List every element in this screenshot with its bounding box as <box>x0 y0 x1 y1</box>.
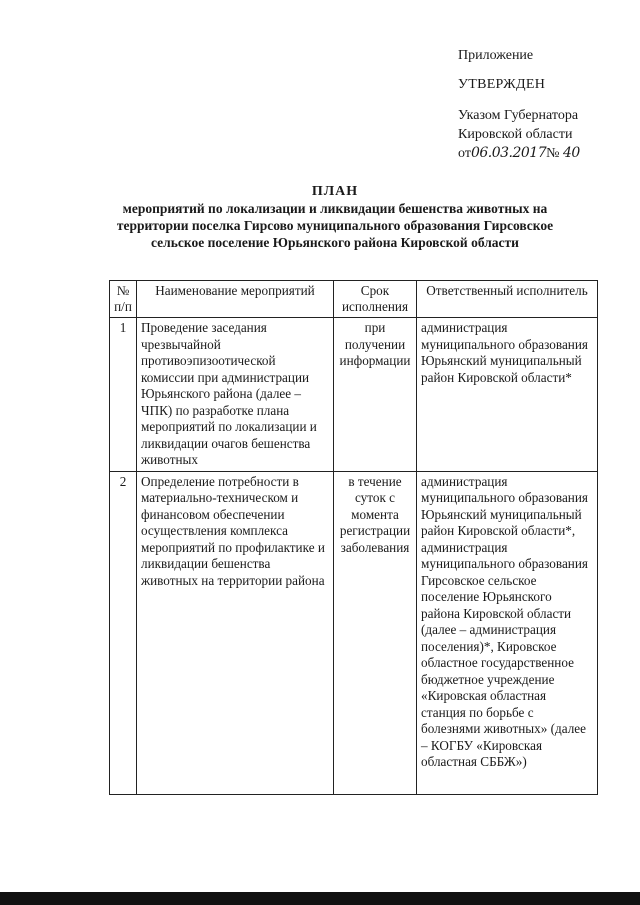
row-term: при получении информации <box>334 318 417 472</box>
row-responsible: администрация муниципального образования Юрьянский муниципальный район Кировской области*, администрация муниципального образования Гирсовское сельское поселение Юрьянского района Кировской области (далее – администрация поселения)*, Кировское областное государственное бюджетное учреждение «Кировская областная станция по борьбе с болезнями животных» (далее – КОГБУ «Кировская областная СББЖ») <box>417 471 598 794</box>
table-header-row <box>110 281 598 318</box>
header-name: Наименование мероприятий <box>137 281 334 318</box>
row-name: Определение потребности в материально-техническом и финансовом обеспечении осуществления комплекса мероприятий по профилактике и ликвидации бешенства животных на территории района <box>137 471 334 794</box>
header-num: № п/п <box>110 281 137 318</box>
plan-subtitle: мероприятий по локализации и ликвидации бешенства животных на территории поселка Гирсово муниципального образования Гирсовское сельское поселение Юрьянского района Кировской области <box>116 201 554 250</box>
plan-heading: ПЛАН <box>311 184 359 199</box>
date-number-line <box>458 144 628 163</box>
header-term: Срок исполнения <box>334 281 417 318</box>
appendix-label: Приложение <box>458 48 534 63</box>
header-responsible: Ответственный исполнитель <box>417 281 598 318</box>
row-num: 2 <box>110 471 137 794</box>
approved-label: УТВЕРЖДЕН <box>458 77 546 92</box>
handwritten-number: 40 <box>562 145 580 161</box>
table-row <box>110 471 598 794</box>
row-responsible: администрация муниципального образования Юрьянский муниципальный район Кировской области* <box>417 318 598 472</box>
date-prefix: от <box>458 146 471 161</box>
row-term: в течение суток с момента регистрации заболевания <box>334 471 417 794</box>
approval-block <box>458 46 628 163</box>
number-prefix: № <box>546 146 560 161</box>
table-row <box>110 318 598 472</box>
measures-table <box>109 280 598 795</box>
scan-edge-bar <box>0 892 640 905</box>
document-title <box>95 183 575 251</box>
decree-line-2: Кировской области <box>458 127 573 142</box>
handwritten-date: 06.03.2017 <box>470 145 547 161</box>
row-name: Проведение заседания чрезвычайной противоэпизоотической комиссии при администрации Юрьянского района (далее – ЧПК) по разработке плана мероприятий по локализации и ликвидации очагов бешенства животных <box>137 318 334 472</box>
row-num: 1 <box>110 318 137 472</box>
decree-line-1: Указом Губернатора <box>458 108 579 123</box>
